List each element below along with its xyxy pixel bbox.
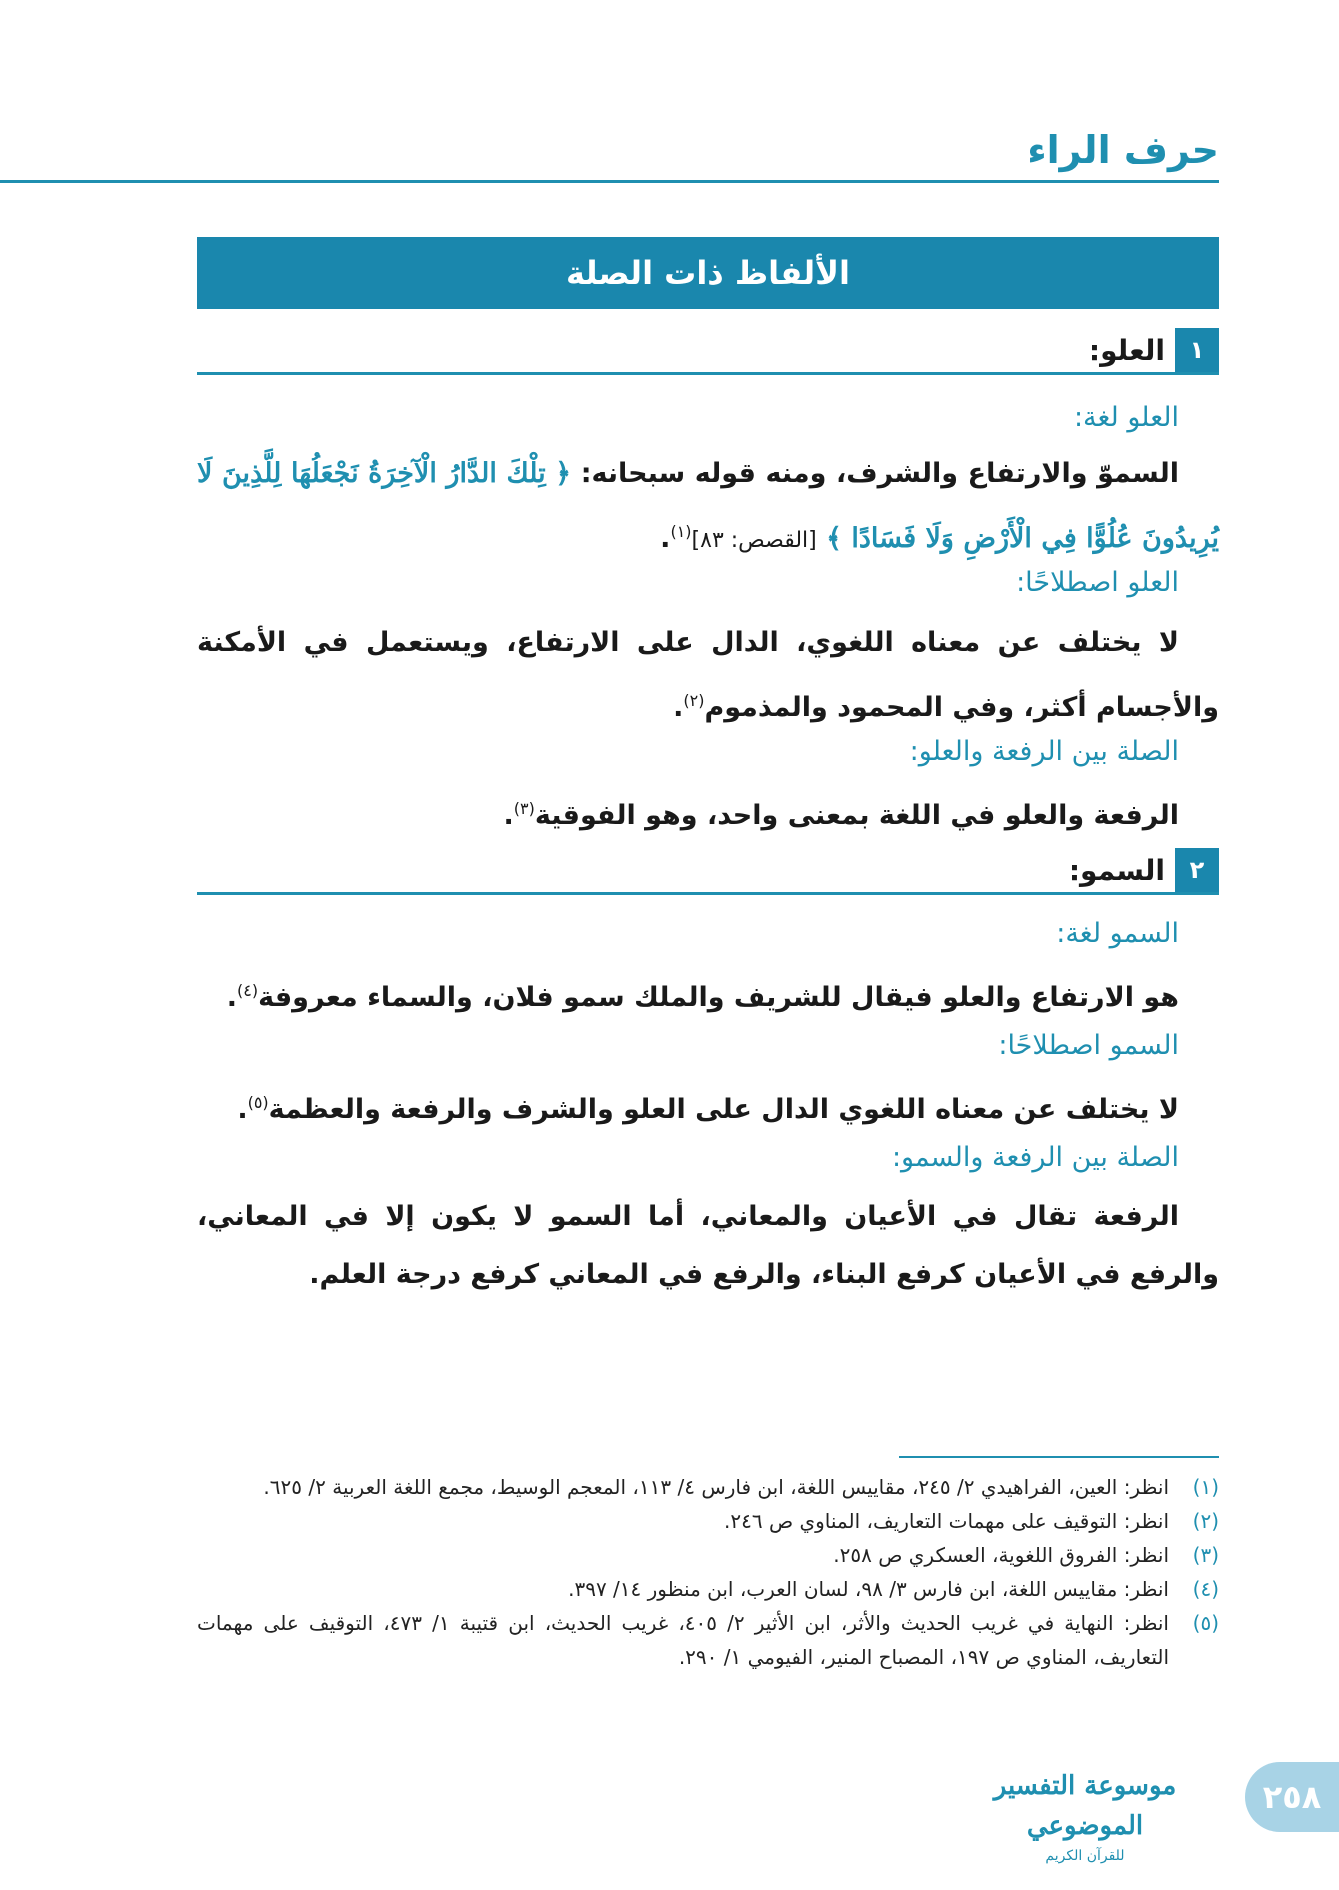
sila-text-1: الرفعة والعلو في اللغة بمعنى واحد، وهو الفوقية [534, 800, 1179, 831]
footnote-ref-1[interactable]: (١) [670, 522, 692, 541]
section-banner: الألفاظ ذات الصلة [197, 237, 1219, 309]
footnote-ref-4[interactable]: (٤) [237, 981, 259, 1000]
footnote-item [197, 1538, 1219, 1572]
encyclopedia-logo [950, 1766, 1220, 1864]
footnote-item [197, 1572, 1219, 1606]
paragraph-lugha-1: السموّ والارتفاع والشرف، ومنه قوله سبحانه: ﴿ تِلْكَ الدَّارُ الْآخِرَةُ نَجْعَلُهَا لِلَّذِينَ لَا يُرِيدُونَ عُلُوًّا فِي الْأَرْضِ وَلَا فَسَادًا ﴾ [القصص: ٨٣]$^{(١)}$. [197, 458, 1219, 554]
footnote-text: انظر: النهاية في غريب الحديث والأثر، ابن الأثير ٢/ ٤٠٥، غريب الحديث، ابن قتيبة ١/ ٤٧٣، التوقيف على مهمات التعاريف، المناوي ص ١٩٧، المصباح المنير، الفيومي ١/ ٢٩٠. [197, 1611, 1169, 1669]
footnote-number: (٥) [1192, 1611, 1219, 1635]
page-number: ٢٥٨ [1245, 1762, 1339, 1832]
section-title-1: العلو: [1088, 333, 1165, 367]
section-number-2: ٢ [1175, 848, 1219, 892]
section-title-2: السمو: [1068, 853, 1165, 887]
footnote-text: انظر: التوقيف على مهمات التعاريف، المناوي ص ٢٤٦. [724, 1509, 1169, 1533]
subheading-lugha-2: السمو لغة: [1056, 918, 1179, 949]
footnote-text: انظر: مقاييس اللغة، ابن فارس ٣/ ٩٨، لسان العرب، ابن منظور ١٤/ ٣٩٧. [568, 1577, 1169, 1601]
section-number-1: ١ [1175, 328, 1219, 372]
subheading-sila-1: الصلة بين الرفعة والعلو: [909, 736, 1179, 767]
paragraph-istilah-2: لا يختلف عن معناه اللغوي الدال على العلو والشرف والرفعة والعظمة$^{(٥)}$. [237, 1093, 1179, 1125]
subheading-lugha-1: العلو لغة: [1073, 402, 1179, 433]
footnote-number: (١) [1192, 1475, 1219, 1499]
paragraph-sila-1: الرفعة والعلو في اللغة بمعنى واحد، وهو الفوقية$^{(٣)}$. [503, 799, 1179, 831]
section-heading-1 [197, 328, 1219, 375]
footnotes [197, 1470, 1219, 1674]
lugha-text-1: السموّ والارتفاع والشرف، ومنه قوله سبحانه: [580, 458, 1180, 489]
footnote-text: انظر: العين، الفراهيدي ٢/ ٢٤٥، مقاييس اللغة، ابن فارس ٤/ ١١٣، المعجم الوسيط، مجمع اللغة العربية ٢/ ٦٢٥. [263, 1475, 1169, 1499]
footnote-ref-2[interactable]: (٢) [683, 691, 705, 710]
footnote-divider [899, 1456, 1219, 1458]
lugha-text-2: هو الارتفاع والعلو فيقال للشريف والملك سمو فلان، والسماء معروفة [258, 982, 1179, 1013]
subheading-sila-2: الصلة بين الرفعة والسمو: [891, 1142, 1179, 1173]
footnote-ref-3[interactable]: (٣) [513, 799, 535, 818]
logo-title: موسوعة التفسير الموضوعي [993, 1771, 1177, 1841]
paragraph-lugha-2: هو الارتفاع والعلو فيقال للشريف والملك سمو فلان، والسماء معروفة$^{(٤)}$. [226, 981, 1179, 1013]
footnote-number: (٣) [1192, 1543, 1219, 1567]
subheading-istilah-2: السمو اصطلاحًا: [998, 1030, 1179, 1061]
footnote-number: (٢) [1192, 1509, 1219, 1533]
subheading-istilah-1: العلو اصطلاحًا: [1016, 567, 1179, 598]
footnote-number: (٤) [1192, 1577, 1219, 1601]
istilah-text-2: لا يختلف عن معناه اللغوي الدال على العلو والشرف والرفعة والعظمة [268, 1094, 1179, 1125]
header-divider [0, 180, 1219, 183]
logo-subtitle: للقرآن الكريم [1045, 1848, 1125, 1864]
quran-reference: [القصص: ٨٣] [691, 528, 817, 553]
section-heading-2 [197, 848, 1219, 895]
quran-verse: ﴿ تِلْكَ الدَّارُ الْآخِرَةُ نَجْعَلُهَا لِلَّذِينَ لَا يُرِيدُونَ عُلُوًّا فِي الْأَرْضِ وَلَا فَسَادًا ﴾ [197, 458, 1219, 554]
footnote-item [197, 1606, 1219, 1674]
footnote-item [197, 1470, 1219, 1504]
paragraph-sila-2: الرفعة تقال في الأعيان والمعاني، أما السمو لا يكون إلا في المعاني، والرفع في الأعيان كرفع البناء، والرفع في المعاني كرفع درجة العلم. [197, 1201, 1219, 1290]
paragraph-istilah-1: لا يختلف عن معناه اللغوي، الدال على الارتفاع، ويستعمل في الأمكنة والأجسام أكثر، وفي المحمود والمذموم$^{(٢)}$. [197, 627, 1219, 723]
chapter-title: حرف الراء [1027, 128, 1219, 172]
footnote-text: انظر: الفروق اللغوية، العسكري ص ٢٥٨. [833, 1543, 1169, 1567]
footnote-ref-5[interactable]: (٥) [247, 1093, 269, 1112]
footnote-item [197, 1504, 1219, 1538]
istilah-text-1: لا يختلف عن معناه اللغوي، الدال على الارتفاع، ويستعمل في الأمكنة والأجسام أكثر، وفي المحمود والمذموم [197, 627, 1219, 723]
